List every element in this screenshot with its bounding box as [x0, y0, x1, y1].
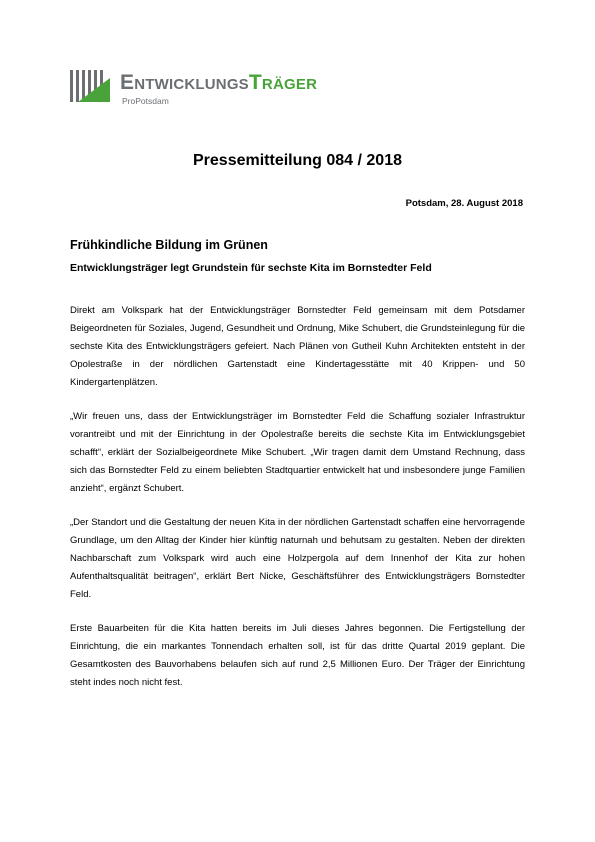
press-release-title: Pressemitteilung 084 / 2018	[193, 152, 402, 169]
logo-title-part1: Entwicklungs	[120, 71, 249, 94]
paragraph: Erste Bauarbeiten für die Kita hatten bereits im Juli dieses Jahres begonnen. Die Fertigstellung der Einrichtung, die ein markantes Tonnendach erhalten soll, ist für das dritte Quartal 2019 geplant. Die Gesamtkosten des Bauvorhabens belaufen sich auf rund 2,5 Millionen Euro. Der Träger der Einrichtung steht indes noch nicht fest.	[70, 623, 525, 688]
logo-subtitle: ProPotsdam	[122, 96, 169, 106]
logo-title	[120, 70, 317, 96]
subheadline: Entwicklungsträger legt Grundstein für sechste Kita im Bornstedter Feld	[70, 262, 432, 274]
logo-mark-icon	[70, 68, 112, 104]
release-date: Potsdam, 28. August 2018	[405, 198, 523, 209]
paragraph: „Der Standort und die Gestaltung der neuen Kita in der nördlichen Gartenstadt schaffen eine hervorragende Grundlage, um den Alltag der Kinder hier künftig naturnah und behutsam zu gestalten. Neben der direkten Nachbarschaft zum Volkspark wird auch eine Holzpergola auf dem Innenhof der Kita zur hohen Aufenthaltsqualität beitragen“, erklärt Bert Nicke, Geschäftsführer des Entwicklungsträgers Bornstedter Feld.	[70, 517, 525, 600]
paragraph: Direkt am Volkspark hat der Entwicklungsträger Bornstedter Feld gemeinsam mit dem Potsdamer Beigeordneten für Soziales, Jugend, Gesundheit und Ordnung, Mike Schubert, die Grundsteinlegung für die sechste Kita des Entwicklungsträgers gefeiert. Nach Plänen von Gutheil Kuhn Architekten entsteht in der Opolestraße in der nördlichen Gartenstadt eine Kindertagesstätte mit 40 Krippen- und 50 Kindergartenplätzen.	[70, 305, 525, 388]
logo-title-part2: Träger	[248, 71, 318, 94]
paragraph: „Wir freuen uns, dass der Entwicklungsträger im Bornstedter Feld die Schaffung sozialer Infrastruktur vorantreibt und mit der Einrichtung in der Opolestraße bereits die sechste Kita im Entwicklungsgebiet schafft“, erklärt der Sozialbeigeordnete Mike Schubert. „Wir tragen damit dem Umstand Rechnung, dass sich das Bornstedter Feld zu einem beliebten Stadtquartier entwickelt hat und insbesondere junge Familien anzieht“, ergänzt Schubert.	[70, 411, 525, 494]
body-text	[70, 302, 525, 708]
headline: Frühkindliche Bildung im Grünen	[70, 238, 268, 252]
